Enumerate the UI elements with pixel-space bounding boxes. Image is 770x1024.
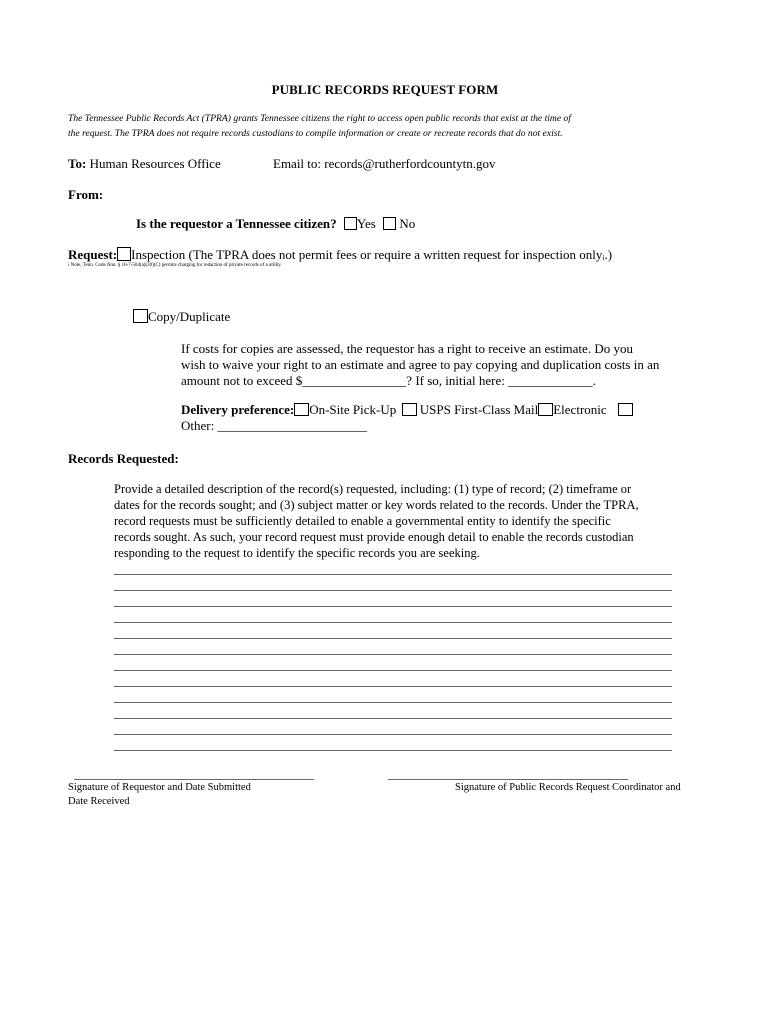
onsite-label: On-Site Pick-Up bbox=[309, 402, 397, 417]
records-blank-line[interactable]: _____________________________________________________________________________________________ bbox=[114, 611, 672, 624]
records-blank-line[interactable]: _____________________________________________________________________________________________ bbox=[114, 691, 672, 704]
records-desc-line-1: Provide a detailed description of the record(s) requested, including: (1) type of record; (2) timeframe or bbox=[114, 482, 632, 496]
records-blank-line[interactable]: _____________________________________________________________________________________________ bbox=[114, 739, 672, 752]
delivery-other[interactable]: Other: _______________________ bbox=[181, 418, 367, 433]
to-value: Human Resources Office bbox=[89, 156, 221, 171]
intro-text-line-2: the request. The TPRA does not require records custodians to compile information or create or recreate records that do not exist. bbox=[68, 128, 563, 139]
records-blank-line[interactable]: _____________________________________________________________________________________________ bbox=[114, 643, 672, 656]
copy-duplicate-label: Copy/Duplicate bbox=[148, 309, 231, 324]
records-desc-line-2: dates for the records sought; and (3) subject matter or key words related to the records. Under the TPRA, bbox=[114, 498, 639, 512]
records-desc-line-4: records sought. As such, your record request must provide enough detail to enable the records custodian bbox=[114, 530, 634, 544]
records-desc-line-3: record requests must be sufficiently detailed to enable a governmental entity to identify the specific bbox=[114, 514, 611, 528]
coordinator-signature-label: Signature of Public Records Request Coordinator and bbox=[455, 782, 681, 793]
citizen-no-checkbox[interactable] bbox=[383, 217, 396, 230]
footnote: i Note, Tenn. Code Ann. § 10-7-504(a)(20)(C) permits charging for redaction of private records of a utility. bbox=[68, 263, 282, 268]
email-row bbox=[273, 156, 495, 172]
request-row bbox=[68, 247, 612, 263]
onsite-checkbox[interactable] bbox=[294, 403, 309, 416]
electronic-checkbox-left[interactable] bbox=[538, 403, 553, 416]
email-value[interactable]: records@rutherfordcountytn.gov bbox=[324, 156, 496, 171]
to-row bbox=[68, 156, 221, 172]
usps-checkbox[interactable] bbox=[402, 403, 417, 416]
coordinator-signature-line[interactable]: ________________________________________ bbox=[388, 767, 628, 781]
page-title: PUBLIC RECORDS REQUEST FORM bbox=[271, 82, 499, 97]
usps-label: USPS First-Class Mail bbox=[419, 402, 539, 417]
copy-row bbox=[133, 309, 230, 325]
records-blank-line[interactable]: _____________________________________________________________________________________________ bbox=[114, 675, 672, 688]
requestor-signature-label: Signature of Requestor and Date Submitted bbox=[68, 782, 251, 793]
records-blank-line[interactable]: _____________________________________________________________________________________________ bbox=[114, 707, 672, 720]
records-blank-line[interactable]: _____________________________________________________________________________________________ bbox=[114, 627, 672, 640]
records-heading: Records Requested: bbox=[68, 451, 179, 466]
delivery-label: Delivery preference: bbox=[181, 402, 295, 417]
copy-duplicate-checkbox[interactable] bbox=[133, 309, 148, 323]
citizen-yes-checkbox[interactable] bbox=[344, 217, 357, 230]
requestor-signature-line[interactable]: ________________________________________ bbox=[74, 767, 314, 781]
citizen-no-label: No bbox=[399, 216, 416, 231]
delivery-row bbox=[181, 402, 633, 418]
electronic-checkbox[interactable] bbox=[618, 403, 633, 416]
citizen-question: Is the requestor a Tennessee citizen? bbox=[136, 216, 337, 231]
records-desc-line-5: responding to the request to identify the specific records you are seeking. bbox=[114, 546, 480, 560]
records-blank-line[interactable]: _____________________________________________________________________________________________ bbox=[114, 563, 672, 576]
to-label: To: bbox=[68, 156, 87, 171]
records-blank-line[interactable]: _____________________________________________________________________________________________ bbox=[114, 595, 672, 608]
date-received-label: Date Received bbox=[68, 796, 130, 807]
records-blank-line[interactable]: _____________________________________________________________________________________________ bbox=[114, 579, 672, 592]
inspection-label: Inspection (The TPRA does not permit fees or require a written request for inspection onlyᵢ.) bbox=[131, 247, 613, 262]
estimate-line-2: wish to waive your right to an estimate and agree to pay copying and duplication costs in an bbox=[181, 357, 660, 372]
intro-text-line-1: The Tennessee Public Records Act (TPRA) grants Tennessee citizens the right to access open public records that exist at the time of bbox=[68, 113, 571, 124]
citizen-row bbox=[136, 216, 415, 232]
request-label: Request: bbox=[68, 247, 118, 262]
estimate-line-1: If costs for copies are assessed, the requestor has a right to receive an estimate. Do you bbox=[181, 341, 633, 356]
records-blank-line[interactable]: _____________________________________________________________________________________________ bbox=[114, 723, 672, 736]
estimate-line-3: amount not to exceed $________________? If so, initial here: _____________. bbox=[181, 373, 596, 388]
inspection-checkbox[interactable] bbox=[117, 247, 131, 261]
from-label: From: bbox=[68, 187, 104, 202]
electronic-label: Electronic bbox=[553, 402, 607, 417]
records-blank-line[interactable]: _____________________________________________________________________________________________ bbox=[114, 659, 672, 672]
email-label: Email to: bbox=[273, 156, 322, 171]
citizen-yes-label: Yes bbox=[356, 216, 376, 231]
